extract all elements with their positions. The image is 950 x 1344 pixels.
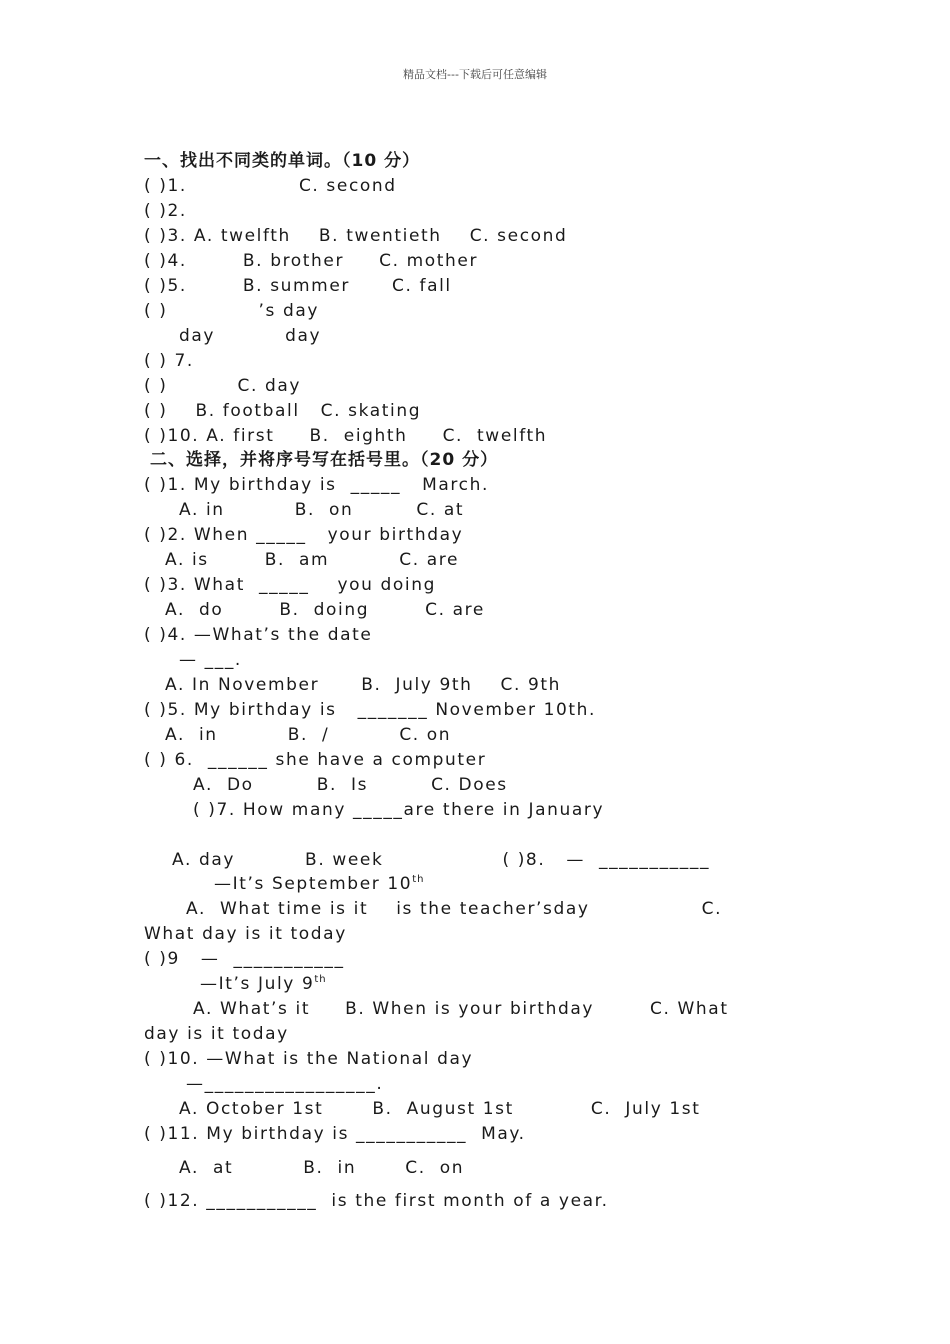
s1-line-6: ( ) ’s day	[144, 301, 320, 321]
s2-line-10: ( )5. My birthday is _______ November 10th.	[144, 700, 597, 720]
ordinal-suffix: th	[314, 974, 327, 985]
s1-line-8: ( ) 7.	[144, 351, 194, 371]
s2-line-9: A. In November B. July 9th C. 9th	[144, 675, 562, 695]
page-header: 精品文档---下载后可任意编辑	[403, 68, 547, 81]
s2-line-29: ( )12. ___________ is the first month of a year.	[144, 1191, 609, 1211]
ordinal-suffix: th	[412, 874, 425, 885]
s1-line-3: ( )3. A. twelfth B. twentieth C. second	[144, 226, 568, 246]
s2-line-7: ( )4. —What’s the date	[144, 625, 373, 645]
s2-line-21-text: —It’s July 9	[144, 974, 315, 994]
s2-line-23: day is it today	[144, 1024, 289, 1044]
s2-line-12: ( ) 6. ______ she have a computer	[144, 750, 487, 770]
s2-line-19: What day is it today	[144, 924, 347, 944]
s2-line-20: ( )9 — ___________	[144, 949, 345, 969]
s2-line-14: ( )7. How many _____are there in January	[144, 800, 605, 820]
s1-line-11: ( )10. A. first B. eighth C. twelfth	[144, 426, 548, 446]
s1-line-1: ( )1. C. second	[144, 176, 397, 196]
s2-line-24: ( )10. —What is the National day	[144, 1049, 474, 1069]
s1-line-9: ( ) C. day	[144, 376, 302, 396]
s2-line-27: ( )11. My birthday is ___________ May.	[144, 1124, 526, 1144]
s2-line-3: ( )2. When _____ your birthday	[144, 525, 464, 545]
s1-line-7: day day	[144, 326, 322, 346]
s2-line-16: A. day B. week ( )8. — ___________	[144, 850, 711, 870]
s2-line-11: A. in B. / C. on	[144, 725, 452, 745]
s2-line-4: A. is B. am C. are	[144, 550, 460, 570]
s2-line-8: — ___.	[144, 650, 242, 670]
s2-line-17-text: —It’s September 10	[144, 874, 413, 894]
s1-line-10: ( ) B. football C. skating	[144, 401, 422, 421]
s2-line-2: A. in B. on C. at	[144, 500, 465, 520]
s1-line-2: ( )2.	[144, 201, 187, 221]
s2-line-26: A. October 1st B. August 1st C. July 1st	[144, 1099, 701, 1119]
s2-line-17	[144, 873, 424, 895]
s2-line-6: A. do B. doing C. are	[144, 600, 485, 620]
s2-line-21	[144, 973, 327, 995]
s1-line-5: ( )5. B. summer C. fall	[144, 276, 452, 296]
s1-line-4: ( )4. B. brother C. mother	[144, 251, 479, 271]
s2-line-13: A. Do B. Is C. Does	[144, 775, 508, 795]
s2-line-25: —_________________.	[144, 1074, 384, 1094]
section1-title: 一、找出不同类的单词。（10 分）	[144, 151, 421, 171]
s2-line-18: A. What time is it is the teacher’sday C.	[144, 899, 723, 919]
s2-line-1: ( )1. My birthday is _____ March.	[144, 475, 489, 495]
s2-line-5: ( )3. What _____ you doing	[144, 575, 437, 595]
s2-line-28: A. at B. in C. on	[144, 1158, 465, 1178]
s2-line-22: A. What’s it B. When is your birthday C. What	[144, 999, 729, 1019]
section2-title: 二、选择，并将序号写在括号里。（20 分）	[150, 450, 499, 470]
